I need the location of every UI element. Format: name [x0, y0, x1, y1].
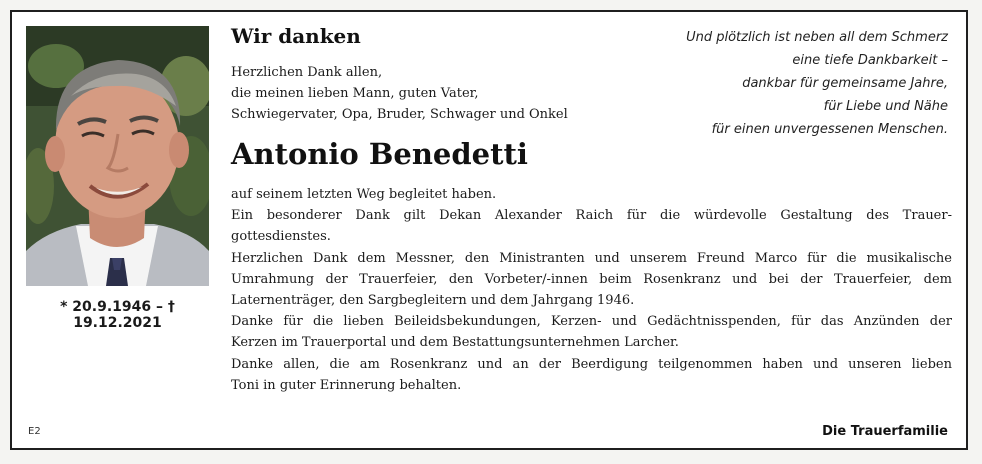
notice-heading: Wir danken — [231, 24, 361, 48]
poem-line: Und plötzlich ist neben all dem Schmerz — [686, 30, 948, 45]
portrait-illustration — [26, 26, 209, 286]
body-text — [231, 184, 952, 396]
body-line: Ein besonderer Dank gilt Dekan Alexander Raich für die würdevolle Gestaltung des Trauer- — [231, 208, 952, 224]
page-code: E2 — [28, 426, 41, 437]
signature: Die Trauerfamilie — [822, 424, 948, 439]
poem-verse — [648, 26, 948, 141]
poem-line: eine tiefe Dankbarkeit – — [792, 53, 948, 68]
poem-line: dankbar für gemeinsame Jahre, — [742, 76, 948, 91]
body-line: Kerzen im Trauerportal und dem Bestattungsunternehmen Larcher. — [231, 335, 679, 351]
body-line: Danke für die lieben Beileidsbekundungen, Kerzen- und Gedächtnisspenden, für das Anzünden der — [231, 314, 952, 330]
life-dates: * 20.9.1946 – † 19.12.2021 — [60, 299, 175, 331]
intro-text — [231, 62, 631, 125]
intro-line: Schwiegervater, Opa, Bruder, Schwager und Onkel — [231, 107, 568, 122]
poem-line: für einen unvergessenen Menschen. — [711, 122, 948, 137]
portrait-photo — [26, 26, 209, 286]
body-line: Laternenträger, den Sargbegleitern und dem Jahrgang 1946. — [231, 293, 635, 309]
body-line: gottesdienstes. — [231, 229, 331, 245]
body-line: Umrahmung der Trauerfeier, den Vorbeter/-innen beim Rosenkranz und bei der Trauerfeier, dem — [231, 271, 952, 287]
body-line: auf seinem letzten Weg begleitet haben. — [231, 187, 497, 202]
poem-line: für Liebe und Nähe — [823, 99, 948, 114]
obituary-card — [10, 10, 968, 450]
deceased-name: Antonio Benedetti — [231, 137, 528, 171]
intro-line: Herzlichen Dank allen, — [231, 65, 383, 80]
intro-line: die meinen lieben Mann, guten Vater, — [231, 86, 479, 101]
body-line: Toni in guter Erinnerung behalten. — [231, 377, 462, 393]
body-line: Herzlichen Dank dem Messner, den Ministranten und unserem Freund Marco für die musikalische — [231, 250, 952, 266]
body-line: Danke allen, die am Rosenkranz und an der Beerdigung teilgenommen haben und unseren lieben — [231, 356, 952, 372]
